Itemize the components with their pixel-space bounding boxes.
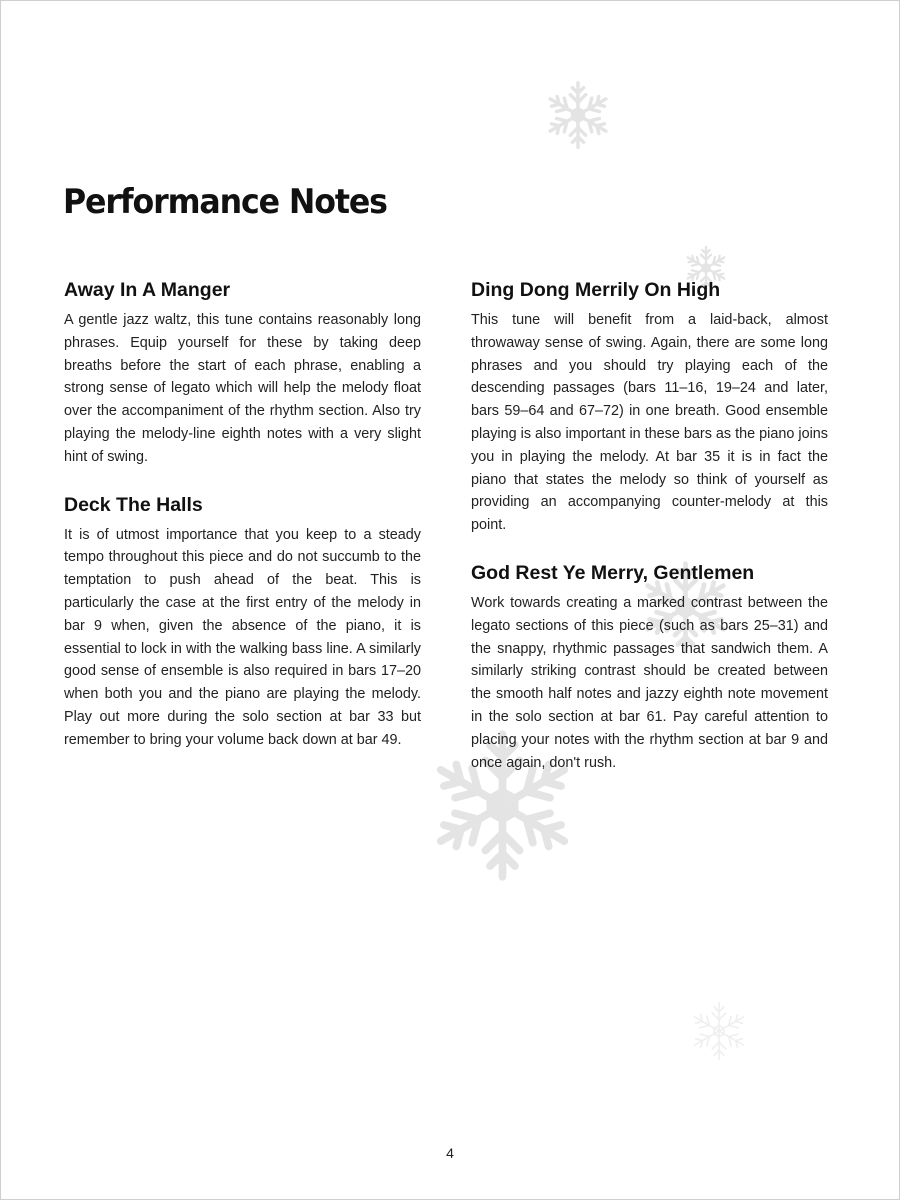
snowflake-icon: [543, 80, 613, 150]
right-column: [471, 278, 828, 774]
section-heading: Deck The Halls: [64, 493, 203, 516]
snowflake-icon: [688, 1000, 750, 1062]
section-body: Work towards creating a marked contrast between the legato sections of this piece (such as bars 25–31) and the snappy, rhythmic passages that sandwich them. A similarly striking contrast should be created between the smooth half notes and jazzy eighth note movement in the solo section at bar 61. Pay careful attention to placing your notes with the rhythm section at bar 9 and once again, don't rush.: [471, 594, 828, 771]
page-title: Performance Notes: [63, 182, 387, 222]
section-away-in-a-manger: [64, 278, 421, 469]
section-god-rest-ye-merry-gentlemen: [471, 561, 828, 774]
section-body: This tune will benefit from a laid-back, almost throwaway sense of swing. Again, there are some long phrases and you should try playing each of the descending passages (bars 11–16, 19–24 and later, bars 59–64 and 67–72) in one breath. Good ensemble playing is also important in these bars as the piano joins you in playing the melody. At bar 35 it is in fact the piano that states the melody so think of yourself as providing an accompanying counter-melody at this point.: [471, 312, 828, 534]
section-heading: God Rest Ye Merry, Gentlemen: [471, 561, 755, 584]
section-body: It is of utmost importance that you keep to a steady tempo throughout this piece and do not succumb to the temptation to push ahead of the beat. This is particularly the case at the first entry of the melody in bar 9 when, given the absence of the piano, it is essential to lock in with the walking bass line. A similarly good sense of ensemble is also required in bars 17–20 when both you and the piano are playing the melody. Play out more during the solo section at bar 33 but remember to bring your volume back down at bar 49.: [64, 526, 421, 748]
left-column: [64, 278, 421, 752]
section-ding-dong-merrily-on-high: [471, 278, 828, 537]
page-number: 4: [446, 1145, 454, 1161]
section-body: A gentle jazz waltz, this tune contains reasonably long phrases. Equip yourself for these by taking deep breaths before the start of each phrase, enabling a strong sense of legato which will help the melody float over the accompaniment of the rhythm section. Also try playing the melody-line eighth notes with a very slight hint of swing.: [64, 312, 421, 465]
section-heading: Away In A Manger: [64, 279, 231, 301]
section-heading: Ding Dong Merrily On High: [471, 279, 721, 301]
section-deck-the-halls: [64, 493, 421, 752]
